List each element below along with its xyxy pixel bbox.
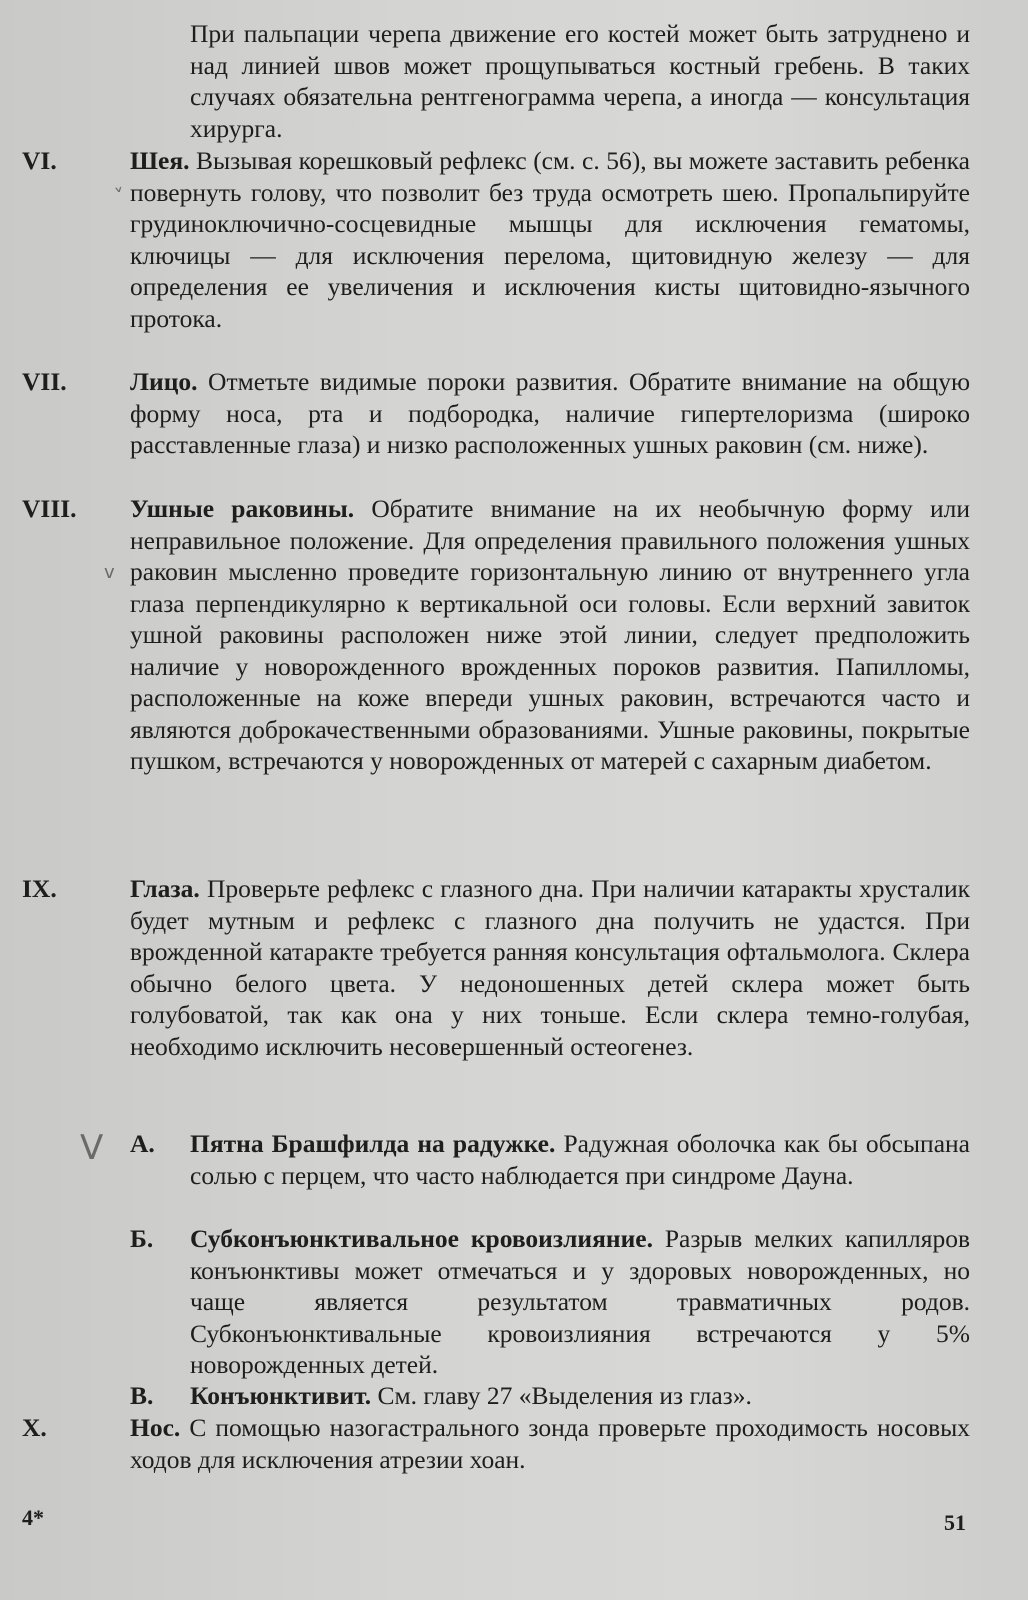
section-heading: Нос. [130,1413,181,1442]
section-text: Вызывая корешковый рефлекс (см. с. 56), вы можете заставить ребенка повернуть голову, что позволит без труда осмотреть шею. Пропальпируйте грудиноключично-сосцевидные мышцы для исключения гематомы, ключицы — для исключения перелома, щитовидную железу — для определения ее увеличения и исключения кисты щитовидно-язычного протока. [130,146,970,333]
section-nose [130,1412,970,1475]
section-face [130,366,970,461]
section-eyes [130,873,970,1062]
section-ears [130,493,970,777]
page-number: 51 [944,1510,966,1535]
subsection-letter-b: Б. [130,1224,154,1253]
subsection-heading: Конъюнктивит. [190,1381,372,1410]
pencil-check-mark: v [104,562,115,583]
section-text: Отметьте видимые пороки развития. Обратите внимание на общую форму носа, рта и подбородка, наличие гипертелоризма (широко расставленные глаза) и низко расположенных ушных раковин (см. ниже). [130,367,970,459]
subsection-letter-v: В. [130,1381,154,1410]
subsection-heading: Субконъюнктивальное кровоизлияние. [190,1224,653,1253]
section-heading: Ушные раковины. [130,494,355,523]
subsection-text: Радужная оболочка как бы обсыпана солью с перцем, что часто наблюдается при синдроме Дауна. [190,1129,970,1190]
section-number-ix: IX. [22,874,57,903]
section-text: С помощью назогастрального зонда проверьте проходимость носовых ходов для исключения атрезии хоан. [130,1413,970,1474]
section-neck [130,145,970,334]
section-text: Проверьте рефлекс с глазного дна. При наличии катаракты хрусталик будет мутным и рефлекс с глазного дна получить не удастся. При врожденной катаракте требуется ранняя консультация офтальмолога. Склера обычно белого цвета. У недоношенных детей склера может быть голубоватой, так как она у них тоньше. Если склера темно-голубая, необходимо исключить несовершенный остеогенез. [130,874,970,1061]
section-number-vii: VII. [22,367,67,396]
pencil-check-mark: ˬ [109,167,125,193]
section-number-viii: VIII. [22,494,77,523]
section-number-x: X. [22,1413,47,1442]
subsection-hemorrhage [190,1223,970,1381]
subsection-brushfield [190,1128,970,1191]
subsection-letter-a: А. [130,1129,155,1158]
section-text: Обратите внимание на их необычную форму или неправильное положение. Для определения правильного положения ушных раковин мысленно проведите горизонтальную линию от внутреннего угла глаза перпендикулярно к вертикальной оси головы. Если верхний завиток ушной раковины расположен ниже этой линии, следует предположить наличие у новорожденного врожденных пороков развития. Папилломы, расположенные на коже впереди ушных раковин, встречаются часто и являются доброкачественными образованиями. Ушные раковины, покрытые пушком, встречаются у новорожденных от матерей с сахарным диабетом. [130,494,970,775]
section-heading: Шея. [130,146,190,175]
intro-paragraph: При пальпации черепа движение его костей может быть затруднено и над линией швов может прощупываться костный гребень. В таких случаях обязательна рентгенограмма черепа, а иногда — консультация хирурга. [190,19,970,143]
subsection-conjunctivitis [190,1380,970,1412]
subsection-text: См. главу 27 «Выделения из глаз». [371,1381,752,1410]
section-heading: Глаза. [130,874,200,903]
pencil-check-mark: V [80,1128,104,1168]
section-number-vi: VI. [22,146,57,175]
subsection-heading: Пятна Брашфилда на радужке. [190,1129,556,1158]
section-heading: Лицо. [130,367,198,396]
printer-signature: 4* [22,1505,44,1530]
subsection-text: Разрыв мелких капилляров конъюнктивы может отмечаться и у здоровых новорожденных, но чаще является результатом травматичных родов. Субконъюнктивальные кровоизлияния встречаются у 5% новорожденных детей. [190,1224,970,1379]
